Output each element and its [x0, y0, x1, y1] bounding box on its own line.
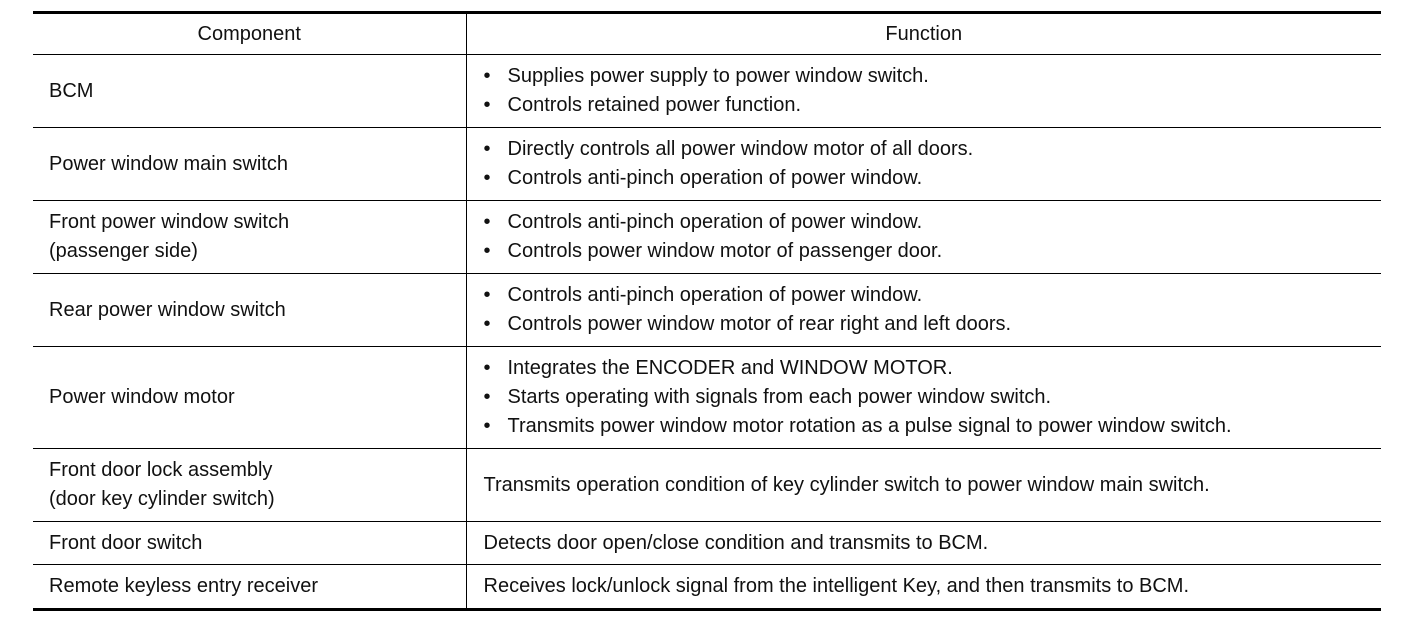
component-name: Power window motor — [49, 386, 235, 408]
table-row — [33, 128, 1381, 201]
table-row — [33, 522, 1381, 565]
function-bullet: • Controls anti-pinch operation of power window. — [484, 164, 1382, 193]
component-cell — [33, 274, 466, 347]
function-cell — [466, 522, 1381, 565]
table-row — [33, 449, 1381, 522]
function-bullet-list — [484, 281, 1382, 339]
component-name: Front power window switch — [49, 211, 290, 233]
function-bullet: • Directly controls all power window motor of all doors. — [484, 135, 1382, 164]
table-row — [33, 201, 1381, 274]
function-bullet: • Transmits power window motor rotation as a pulse signal to power window switch. — [484, 412, 1382, 441]
component-function-table-wrapper — [33, 11, 1381, 611]
function-cell — [466, 201, 1381, 274]
component-cell — [33, 55, 466, 128]
function-text: Receives lock/unlock signal from the intelligent Key, and then transmits to BCM. — [483, 575, 1190, 597]
function-cell — [466, 274, 1381, 347]
table-header-row — [33, 13, 1381, 55]
component-name: Remote keyless entry receiver — [49, 575, 318, 597]
header-function: Function — [885, 22, 963, 45]
component-cell — [33, 347, 466, 449]
component-cell — [33, 565, 466, 610]
function-cell — [466, 449, 1381, 522]
function-bullet: • Integrates the ENCODER and WINDOW MOTOR. — [484, 354, 1382, 383]
component-name-detail: (passenger side) — [49, 240, 198, 262]
function-bullet-list — [484, 354, 1382, 441]
function-bullet-list — [484, 135, 1382, 193]
function-bullet: • Supplies power supply to power window switch. — [484, 62, 1382, 91]
component-name: Power window main switch — [49, 152, 288, 175]
function-bullet-list — [484, 208, 1382, 266]
function-text: Detects door open/close condition and transmits to BCM. — [483, 531, 989, 554]
component-name-detail: (door key cylinder switch) — [49, 488, 275, 510]
function-bullet: • Controls power window motor of rear right and left doors. — [484, 310, 1382, 339]
function-bullet: • Controls power window motor of passenger door. — [484, 237, 1382, 266]
function-bullet: • Controls anti-pinch operation of power window. — [484, 281, 1382, 310]
function-text: Transmits operation condition of key cylinder switch to power window main switch. — [483, 473, 1210, 496]
component-name: Front door lock assembly — [49, 459, 273, 481]
function-cell — [466, 55, 1381, 128]
component-name: Rear power window switch — [49, 298, 286, 321]
function-bullet-list — [484, 62, 1382, 120]
component-cell — [33, 449, 466, 522]
table-row — [33, 274, 1381, 347]
component-cell — [33, 201, 466, 274]
table-row — [33, 55, 1381, 128]
header-component: Component — [33, 13, 466, 55]
component-function-table — [33, 11, 1381, 611]
component-name: Front door switch — [49, 531, 203, 554]
table-row — [33, 565, 1381, 610]
table-row — [33, 347, 1381, 449]
function-bullet: • Controls retained power function. — [484, 91, 1382, 120]
function-bullet: • Starts operating with signals from each power window switch. — [484, 383, 1382, 412]
function-cell — [466, 347, 1381, 449]
component-name: BCM — [49, 79, 94, 102]
function-bullet: • Controls anti-pinch operation of power window. — [484, 208, 1382, 237]
function-cell — [466, 128, 1381, 201]
function-cell — [466, 565, 1381, 610]
component-cell — [33, 522, 466, 565]
component-cell — [33, 128, 466, 201]
